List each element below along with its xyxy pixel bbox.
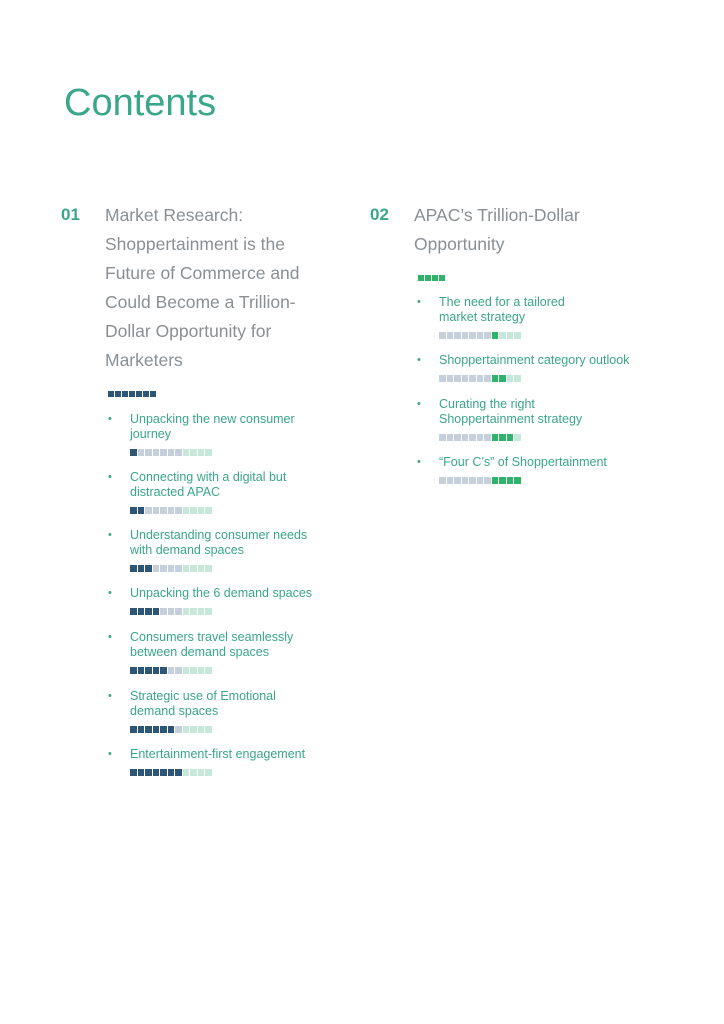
progress-square: [136, 391, 142, 397]
progress-square: [477, 477, 484, 484]
progress-square: [462, 375, 469, 382]
progress-square: [462, 477, 469, 484]
section-number: 02: [370, 205, 389, 224]
progress-square: [168, 667, 175, 674]
progress-square: [130, 507, 137, 514]
progress-square: [205, 667, 212, 674]
progress-square: [143, 391, 149, 397]
section-title: Market Research: Shoppertainment is the Future of Commerce and Could Become a Trillion- Dollar Opportunity for Marketers: [105, 205, 300, 370]
section-title: APAC’s Trillion-Dollar Opportunity: [414, 205, 580, 254]
progress-square: [168, 449, 175, 456]
progress-square: [190, 769, 197, 776]
progress-square: [168, 507, 175, 514]
progress-square: [507, 477, 514, 484]
progress-square: [138, 726, 145, 733]
progress-square: [175, 608, 182, 615]
page-title: Contents: [64, 82, 217, 124]
progress-square: [198, 565, 205, 572]
progress-square: [175, 769, 182, 776]
item-label[interactable]: Entertainment-first engagement: [130, 747, 306, 761]
progress-square: [425, 275, 431, 281]
bullet-icon: •: [108, 690, 112, 702]
progress-square: [145, 449, 152, 456]
progress-square: [175, 726, 182, 733]
progress-square: [168, 769, 175, 776]
progress-square: [153, 449, 160, 456]
progress-square: [168, 565, 175, 572]
progress-square: [160, 667, 167, 674]
progress-square: [153, 507, 160, 514]
progress-square: [469, 477, 476, 484]
progress-square: [447, 477, 454, 484]
item-progress-bar: [130, 726, 212, 733]
item-progress-bar: [439, 375, 521, 382]
progress-square: [160, 507, 167, 514]
bullet-icon: •: [108, 748, 112, 760]
progress-square: [492, 434, 499, 441]
progress-square: [499, 375, 506, 382]
progress-square: [447, 434, 454, 441]
progress-square: [122, 391, 128, 397]
progress-square: [145, 667, 152, 674]
progress-square: [130, 769, 137, 776]
progress-square: [198, 726, 205, 733]
bullet-icon: •: [417, 354, 421, 366]
progress-square: [160, 726, 167, 733]
progress-square: [175, 667, 182, 674]
progress-square: [499, 332, 506, 339]
progress-square: [183, 608, 190, 615]
progress-square: [469, 332, 476, 339]
progress-square: [492, 375, 499, 382]
bullet-icon: •: [108, 587, 112, 599]
progress-square: [153, 769, 160, 776]
progress-square: [183, 667, 190, 674]
progress-square: [145, 726, 152, 733]
progress-square: [190, 449, 197, 456]
progress-square: [145, 608, 152, 615]
item-progress-bar: [130, 565, 212, 572]
item-label[interactable]: Unpacking the new consumer journey: [130, 412, 295, 441]
progress-square: [205, 507, 212, 514]
progress-square: [454, 375, 461, 382]
progress-square: [462, 332, 469, 339]
progress-square: [175, 449, 182, 456]
item-progress-bar: [130, 507, 212, 514]
progress-square: [514, 434, 521, 441]
progress-square: [447, 375, 454, 382]
progress-square: [138, 507, 145, 514]
progress-square: [190, 726, 197, 733]
progress-square: [514, 332, 521, 339]
progress-square: [183, 769, 190, 776]
progress-square: [160, 608, 167, 615]
progress-square: [477, 332, 484, 339]
progress-square: [507, 332, 514, 339]
item-progress-bar: [130, 667, 212, 674]
progress-square: [477, 434, 484, 441]
progress-square: [447, 332, 454, 339]
item-progress-bar: [130, 608, 212, 615]
progress-square: [183, 507, 190, 514]
progress-square: [160, 449, 167, 456]
progress-square: [190, 667, 197, 674]
progress-square: [153, 726, 160, 733]
progress-square: [153, 608, 160, 615]
progress-square: [190, 608, 197, 615]
progress-square: [484, 332, 491, 339]
progress-square: [175, 507, 182, 514]
progress-square: [514, 375, 521, 382]
bullet-icon: •: [108, 529, 112, 541]
progress-square: [130, 565, 137, 572]
progress-square: [439, 375, 446, 382]
bullet-icon: •: [108, 413, 112, 425]
progress-square: [183, 565, 190, 572]
progress-square: [160, 769, 167, 776]
progress-square: [439, 332, 446, 339]
progress-square: [198, 667, 205, 674]
bullet-icon: •: [108, 631, 112, 643]
item-label[interactable]: The need for a tailored market strategy: [439, 295, 565, 324]
progress-square: [205, 565, 212, 572]
progress-square: [205, 726, 212, 733]
progress-square: [138, 449, 145, 456]
section-number: 01: [61, 205, 80, 224]
progress-square: [477, 375, 484, 382]
progress-square: [183, 726, 190, 733]
progress-square: [168, 608, 175, 615]
item-label[interactable]: “Four C’s” of Shoppertainment: [439, 455, 607, 469]
progress-square: [130, 726, 137, 733]
progress-square: [432, 275, 438, 281]
item-label[interactable]: Consumers travel seamlessly between demand spaces: [130, 630, 294, 659]
progress-square: [439, 477, 446, 484]
section-progress-bar: [108, 391, 156, 397]
progress-square: [462, 434, 469, 441]
progress-square: [145, 507, 152, 514]
progress-square: [198, 769, 205, 776]
progress-square: [492, 477, 499, 484]
progress-square: [418, 275, 424, 281]
progress-square: [145, 769, 152, 776]
progress-square: [183, 449, 190, 456]
progress-square: [198, 449, 205, 456]
progress-square: [115, 391, 121, 397]
progress-square: [439, 434, 446, 441]
progress-square: [108, 391, 114, 397]
progress-square: [499, 477, 506, 484]
item-progress-bar: [439, 477, 521, 484]
progress-square: [198, 608, 205, 615]
progress-square: [469, 375, 476, 382]
progress-square: [138, 769, 145, 776]
progress-square: [138, 667, 145, 674]
progress-square: [492, 332, 499, 339]
item-progress-bar: [439, 332, 521, 339]
progress-square: [454, 434, 461, 441]
item-label[interactable]: Shoppertainment category outlook: [439, 353, 630, 367]
progress-square: [130, 667, 137, 674]
progress-square: [160, 565, 167, 572]
progress-square: [150, 391, 156, 397]
progress-square: [168, 726, 175, 733]
progress-square: [130, 608, 137, 615]
item-label[interactable]: Curating the right Shoppertainment strategy: [439, 397, 583, 426]
progress-square: [499, 434, 506, 441]
progress-square: [507, 375, 514, 382]
bullet-icon: •: [417, 456, 421, 468]
progress-square: [153, 565, 160, 572]
item-label[interactable]: Strategic use of Emotional demand spaces: [130, 689, 276, 718]
progress-square: [175, 565, 182, 572]
progress-square: [507, 434, 514, 441]
progress-square: [153, 667, 160, 674]
bullet-icon: •: [417, 398, 421, 410]
progress-square: [439, 275, 445, 281]
progress-square: [138, 608, 145, 615]
item-progress-bar: [439, 434, 521, 441]
progress-square: [205, 608, 212, 615]
progress-square: [198, 507, 205, 514]
progress-square: [454, 332, 461, 339]
item-progress-bar: [130, 449, 212, 456]
section-progress-bar: [418, 275, 445, 281]
progress-square: [484, 477, 491, 484]
item-progress-bar: [130, 769, 212, 776]
progress-square: [138, 565, 145, 572]
progress-square: [190, 565, 197, 572]
item-label[interactable]: Connecting with a digital but distracted APAC: [130, 470, 287, 499]
progress-square: [129, 391, 135, 397]
bullet-icon: •: [417, 296, 421, 308]
progress-square: [205, 769, 212, 776]
progress-square: [469, 434, 476, 441]
progress-square: [454, 477, 461, 484]
progress-square: [514, 477, 521, 484]
item-label[interactable]: Understanding consumer needs with demand spaces: [130, 528, 308, 557]
progress-square: [145, 565, 152, 572]
bullet-icon: •: [108, 471, 112, 483]
progress-square: [484, 434, 491, 441]
progress-square: [190, 507, 197, 514]
progress-square: [205, 449, 212, 456]
progress-square: [484, 375, 491, 382]
progress-square: [130, 449, 137, 456]
item-label[interactable]: Unpacking the 6 demand spaces: [130, 586, 313, 600]
